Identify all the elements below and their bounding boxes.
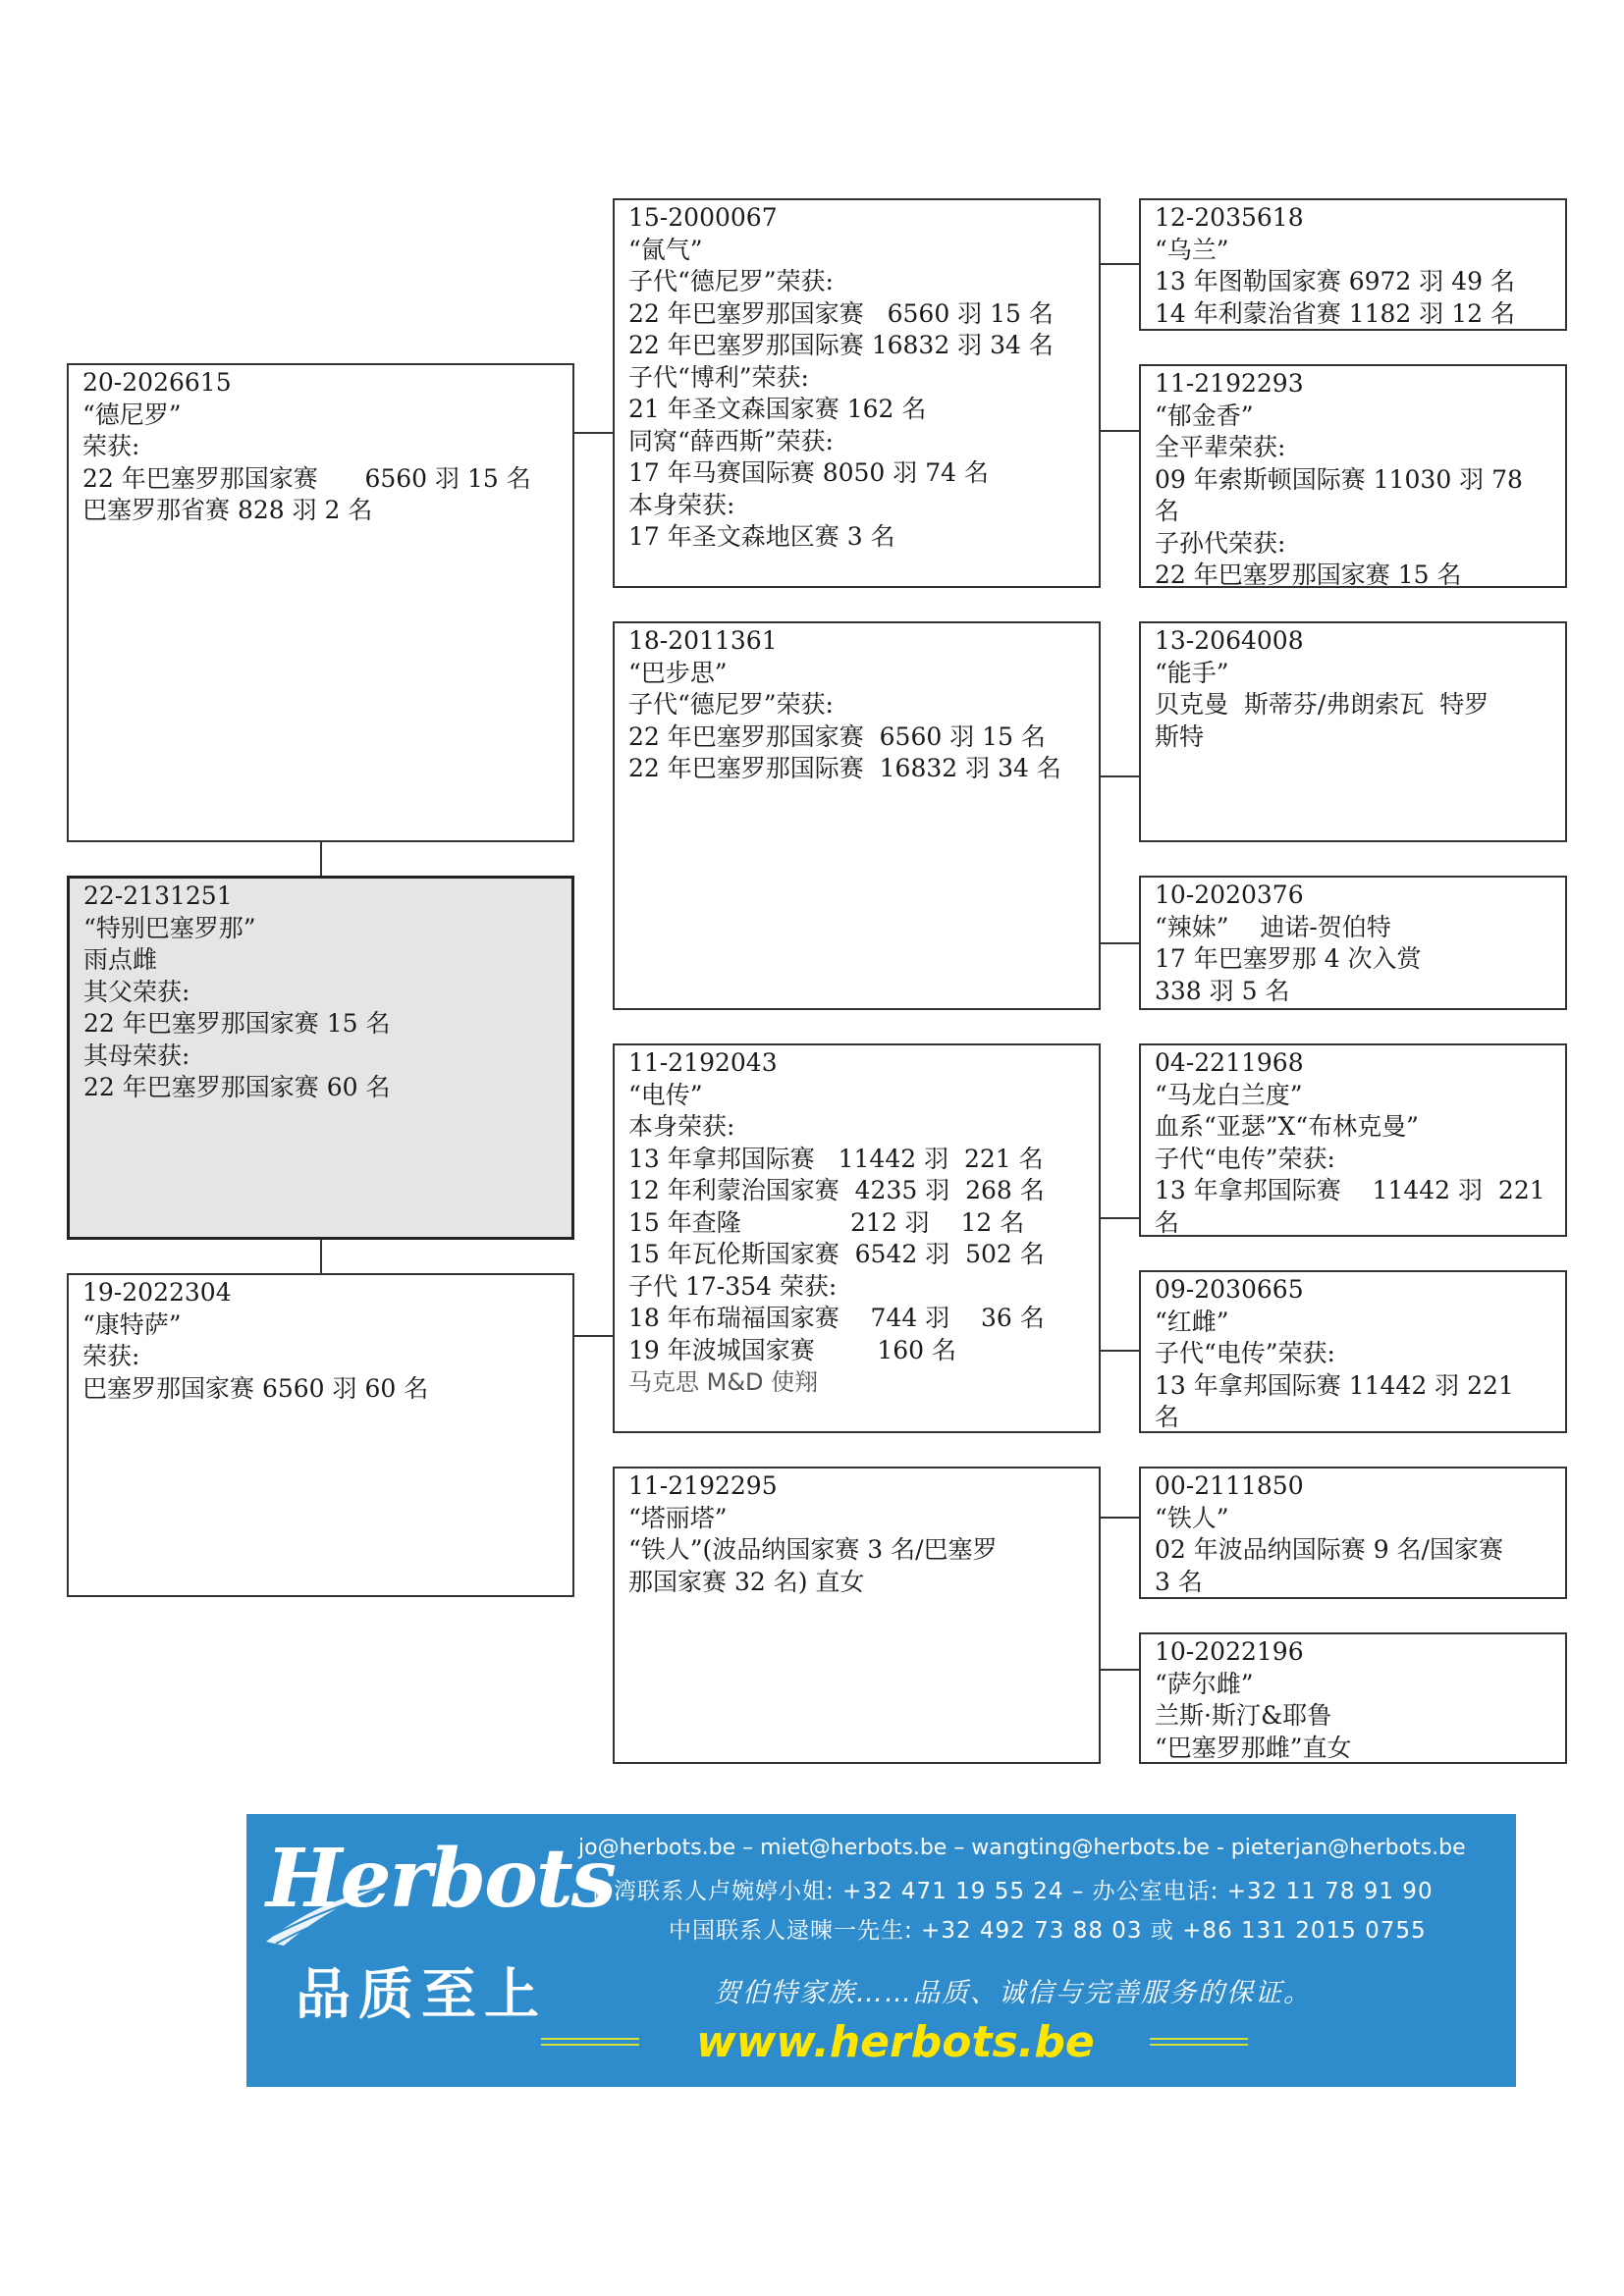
pedigree-line: 兰斯·斯汀&耶鲁 xyxy=(1155,1701,1332,1730)
pedigree-line: 子代“电传”荣获: xyxy=(1155,1144,1335,1173)
pedigree-line: “铁人” xyxy=(1155,1503,1229,1532)
pedigree-line: 21 年圣文森国家赛 162 名 xyxy=(628,395,927,423)
pedigree-line: 名 xyxy=(1155,1207,1180,1237)
connector xyxy=(573,1335,613,1337)
ring-number: 00-2111850 xyxy=(1155,1471,1304,1500)
ancestor-box-1 xyxy=(1139,198,1567,331)
pedigree-line: 15 年查隆 212 羽 12 名 xyxy=(628,1207,1025,1237)
ancestor-box-3 xyxy=(1139,621,1567,842)
breeder-note: 马克思 M&D 使翔 xyxy=(628,1368,819,1396)
pedigree-line: “铁人”(波品纳国家赛 3 名/巴塞罗 xyxy=(628,1535,998,1564)
ancestor-box-6 xyxy=(1139,1270,1567,1433)
website-link[interactable]: www.herbots.be xyxy=(696,2017,1095,2067)
pedigree-line: 那国家赛 32 名) 直女 xyxy=(628,1567,865,1596)
dam-box xyxy=(67,1273,574,1597)
guarantee-text: 贺伯特家族……品质、诚信与完善服务的保证。 xyxy=(714,1978,1312,2008)
connector xyxy=(1100,775,1139,777)
pedigree-line: 13 年拿邦国际赛 11442 羽 221 xyxy=(1155,1176,1545,1204)
pedigree-line: 22 年巴塞罗那国家赛 15 名 xyxy=(1155,561,1462,588)
sire-dam-box xyxy=(613,621,1101,1010)
pedigree-line: 22 年巴塞罗那国家赛 6560 羽 15 名 xyxy=(628,721,1046,751)
ancestor-box-4 xyxy=(1139,876,1567,1010)
pedigree-line: 22 年巴塞罗那国家赛 6560 羽 15 名 xyxy=(628,298,1054,328)
pedigree-line: “能手” xyxy=(1155,658,1229,687)
pedigree-line: 17 年巴塞罗那 4 次入赏 xyxy=(1155,944,1422,973)
decorative-bars-right xyxy=(1150,2038,1248,2050)
connector xyxy=(320,1240,322,1273)
pedigree-line: 子代“电传”荣获: xyxy=(1155,1339,1335,1367)
pedigree-line: “郁金香” xyxy=(1155,400,1254,430)
subject-box xyxy=(67,876,574,1240)
pedigree-line: 338 羽 5 名 xyxy=(1155,976,1290,1005)
contact-emails[interactable]: jo@herbots.be – miet@herbots.be – wangting@herbots.be - pieterjan@herbots.be xyxy=(578,1836,1466,1860)
pedigree-line: 荣获: xyxy=(82,432,140,460)
pedigree-line: 本身荣获: xyxy=(628,1112,735,1141)
pedigree-line: 斯特 xyxy=(1155,721,1205,751)
connector xyxy=(1100,263,1139,265)
pedigree-line: 巴塞罗那国家赛 6560 羽 60 名 xyxy=(82,1373,429,1403)
dam-sire-box xyxy=(613,1043,1101,1433)
pedigree-line: “特别巴塞罗那” xyxy=(83,913,256,942)
brand-logo-text: Herbots xyxy=(266,1832,615,1926)
pedigree-line: “康特萨” xyxy=(82,1309,182,1339)
pedigree-line: 22 年巴塞罗那国家赛 15 名 xyxy=(83,1009,391,1038)
ring-number: 04-2211968 xyxy=(1155,1048,1304,1077)
pedigree-line: “德尼罗” xyxy=(82,400,182,429)
pedigree-line: 其父荣获: xyxy=(83,977,190,1006)
pedigree-line: 22 年巴塞罗那国家赛 6560 羽 15 名 xyxy=(82,463,531,493)
pedigree-line: 其母荣获: xyxy=(83,1041,190,1070)
pedigree-line: 19 年波城国家赛 160 名 xyxy=(628,1335,956,1364)
pedigree-line: 同窝“薛西斯”荣获: xyxy=(628,426,834,455)
ring-number: 12-2035618 xyxy=(1155,203,1304,232)
china-contact: 中国联系人逯暕一先生: +32 492 73 88 03 或 +86 131 2015 0755 xyxy=(669,1918,1427,1944)
pedigree-line: 全平辈荣获: xyxy=(1155,433,1286,461)
pedigree-line: 02 年波品纳国际赛 9 名/国家赛 xyxy=(1155,1535,1503,1564)
ring-number: 13-2064008 xyxy=(1155,626,1304,655)
connector xyxy=(573,432,613,434)
pedigree-line: 14 年利蒙治省赛 1182 羽 12 名 xyxy=(1155,298,1515,328)
ancestor-box-8 xyxy=(1139,1632,1567,1764)
ancestor-box-2 xyxy=(1139,364,1567,588)
pedigree-line: “辣妹” 迪诺-贺伯特 xyxy=(1155,912,1391,941)
pedigree-line: 子代“德尼罗”荣获: xyxy=(628,267,834,295)
ring-number: 10-2022196 xyxy=(1155,1637,1304,1666)
ring-number: 15-2000067 xyxy=(628,203,778,232)
connector xyxy=(1100,1217,1139,1219)
pedigree-line: 17 年圣文森地区赛 3 名 xyxy=(628,522,895,551)
pedigree-line: 22 年巴塞罗那国际赛 16832 羽 34 名 xyxy=(628,754,1061,782)
pedigree-line: “电传” xyxy=(628,1080,703,1109)
pedigree-line: 子代 17-354 荣获: xyxy=(628,1271,838,1301)
pedigree-line: 子代“博利”荣获: xyxy=(628,362,809,392)
pedigree-line: 13 年拿邦国际赛 11442 羽 221 xyxy=(1155,1370,1514,1400)
pedigree-line: 18 年布瑞福国家赛 744 羽 36 名 xyxy=(628,1304,1045,1332)
ancestor-box-7 xyxy=(1139,1467,1567,1599)
pedigree-line: 3 名 xyxy=(1155,1567,1203,1596)
ring-number: 10-2020376 xyxy=(1155,881,1304,909)
pedigree-line: 巴塞罗那省赛 828 羽 2 名 xyxy=(82,496,373,524)
sire-box xyxy=(67,363,574,842)
ring-number: 20-2026615 xyxy=(82,368,232,397)
connector xyxy=(320,842,322,876)
pedigree-line: “氤气” xyxy=(628,235,703,264)
dam-dam-box xyxy=(613,1467,1101,1764)
connector xyxy=(1100,430,1139,432)
connector xyxy=(1100,1517,1139,1519)
pedigree-line: 22 年巴塞罗那国际赛 16832 羽 34 名 xyxy=(628,331,1054,359)
ring-number: 19-2022304 xyxy=(82,1278,232,1307)
ancestor-box-5 xyxy=(1139,1043,1567,1237)
pedigree-line: 子孙代荣获: xyxy=(1155,528,1286,558)
ring-number: 11-2192043 xyxy=(628,1048,778,1077)
pedigree-line: “马龙白兰度” xyxy=(1155,1080,1303,1109)
connector xyxy=(1100,942,1139,944)
ring-number: 22-2131251 xyxy=(83,881,233,910)
pedigree-line: 22 年巴塞罗那国家赛 60 名 xyxy=(83,1073,391,1101)
pedigree-line: 雨点雌 xyxy=(83,945,158,974)
pedigree-line: 13 年拿邦国际赛 11442 羽 221 名 xyxy=(628,1144,1044,1173)
pedigree-line: “红雌” xyxy=(1155,1307,1229,1336)
sire-sire-box xyxy=(613,198,1101,588)
connector xyxy=(1100,1669,1139,1671)
pedigree-line: 15 年瓦伦斯国家赛 6542 羽 502 名 xyxy=(628,1240,1045,1268)
pedigree-line: 17 年马赛国际赛 8050 羽 74 名 xyxy=(628,458,989,487)
pedigree-line: 12 年利蒙治国家赛 4235 羽 268 名 xyxy=(628,1176,1045,1204)
connector xyxy=(1100,1350,1139,1352)
ring-number: 11-2192293 xyxy=(1155,369,1304,398)
pedigree-line: “巴塞罗那雌”直女 xyxy=(1155,1733,1352,1762)
pedigree-line: 贝克曼 斯蒂芬/弗朗索瓦 特罗 xyxy=(1155,690,1489,719)
pedigree-line: 名 xyxy=(1155,497,1180,525)
pedigree-line: “乌兰” xyxy=(1155,235,1229,264)
taiwan-contact: 台湾联系人卢婉婷小姐: +32 471 19 55 24 – 办公室电话: +32 11 78 91 90 xyxy=(590,1879,1434,1904)
herbots-banner xyxy=(246,1814,1516,2087)
pedigree-line: 子代“德尼罗”荣获: xyxy=(628,690,834,719)
ring-number: 11-2192295 xyxy=(628,1471,778,1500)
pedigree-line: “萨尔雌” xyxy=(1155,1669,1254,1698)
pedigree-line: “塔丽塔” xyxy=(628,1503,728,1532)
pedigree-line: 13 年图勒国家赛 6972 羽 49 名 xyxy=(1155,267,1515,295)
pedigree-line: 血系“亚瑟”X“布林克曼” xyxy=(1155,1112,1419,1141)
pedigree-line: 荣获: xyxy=(82,1342,140,1370)
ring-number: 18-2011361 xyxy=(628,626,778,655)
pedigree-line: 本身荣获: xyxy=(628,490,735,519)
decorative-bars-left xyxy=(541,2038,639,2050)
slogan: 品质至上 xyxy=(296,1963,547,2027)
pedigree-line: “巴步思” xyxy=(628,658,728,687)
ring-number: 09-2030665 xyxy=(1155,1275,1304,1304)
pedigree-line: 名 xyxy=(1155,1403,1180,1431)
pedigree-line: 09 年索斯顿国际赛 11030 羽 78 xyxy=(1155,464,1523,494)
